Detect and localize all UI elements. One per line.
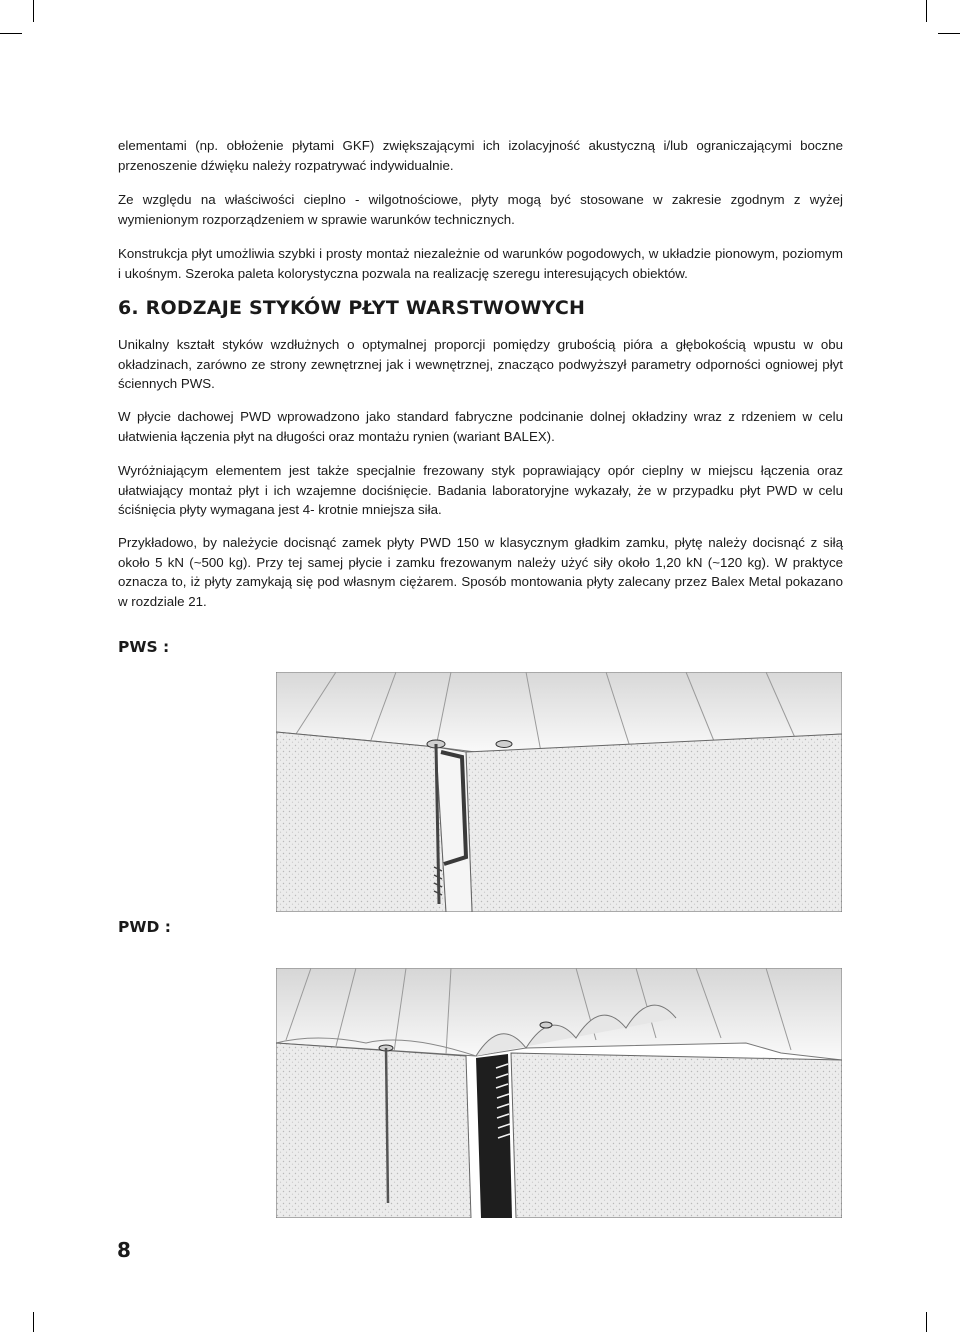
pws-joint-illustration — [276, 672, 842, 912]
section-heading: 6. RODZAJE STYKÓW PŁYT WARSTWOWYCH — [118, 297, 586, 319]
crop-mark-top-left — [0, 33, 22, 34]
crop-mark-top-left-vertical — [33, 0, 34, 22]
paragraph-thermal: Ze względu na właściwości cieplno - wilgotnościowe, płyty mogą być stosowane w zakresie zgodnym z wyżej wymienionym rozporządzeniem w sprawie warunków technicznych. — [118, 192, 843, 227]
page-number: 8 — [117, 1238, 131, 1262]
pwd-label: PWD : — [118, 918, 171, 936]
paragraph-milled-joint: Wyróżniającym elementem jest także specjalnie frezowany styk poprawiający opór cieplny w miejscu łączenia oraz ułatwiający montaż płyt i ich wzajemne dociśnięcie. Badania laboratoryjne wykazały, że w przypadku płyt PWD w celu ściśnięcia płyty wymagana jest 4- krotnie mniejsza siła. — [118, 463, 843, 517]
pws-label: PWS : — [118, 638, 170, 656]
crop-mark-top-right — [938, 33, 960, 34]
crop-mark-bottom-left — [33, 1312, 34, 1332]
crop-mark-top-right-vertical — [926, 0, 927, 22]
paragraph-acoustic: elementami (np. obłożenie płytami GKF) zwiększającymi ich izolacyjność akustyczną i/lub ograniczającymi boczne przenoszenie dźwięku należy rozpatrywać indywidualnie. — [118, 138, 843, 173]
crop-mark-bottom-right — [926, 1312, 927, 1332]
paragraph-roof-panel: W płycie dachowej PWD wprowadzono jako standard fabryczne podcinanie dolnej okładziny wraz z rdzeniem w celu ułatwienia łączenia płyt na długości oraz montażu rynien (wariant BALEX). — [118, 409, 843, 444]
paragraph-joint-shape: Unikalny kształt styków wzdłużnych o optymalnej proporcji pomiędzy grubością pióra a głębokością wpustu w obu okładzinach, zarówno ze strony zewnętrznej jak i wewnętrznej, znacząco podwyższył parametry odporności ogniowej płyt ściennych PWS. — [118, 337, 843, 391]
paragraph-mounting: Konstrukcja płyt umożliwia szybki i prosty montaż niezależnie od warunków pogodowych, w układzie pionowym, poziomym i ukośnym. Szeroka paleta kolorystyczna pozwala na realizację szeregu interesujących obiektów. — [118, 246, 843, 281]
paragraph-example: Przykładowo, by należycie docisnąć zamek płyty PWD 150 w klasycznym gładkim zamku, płytę należy docisnąć z siłą około 5 kN (~500 kg). Przy tej samej płycie i zamku frezowanym należy użyć siły około 1,20 kN (~120 kg). W praktyce oznacza to, iż płyty zamykają się pod własnym ciężarem. Sposób montowania płyty zalecany przez Balex Metal pokazano w rozdziale 21. — [118, 535, 843, 609]
pwd-joint-illustration — [276, 968, 842, 1218]
